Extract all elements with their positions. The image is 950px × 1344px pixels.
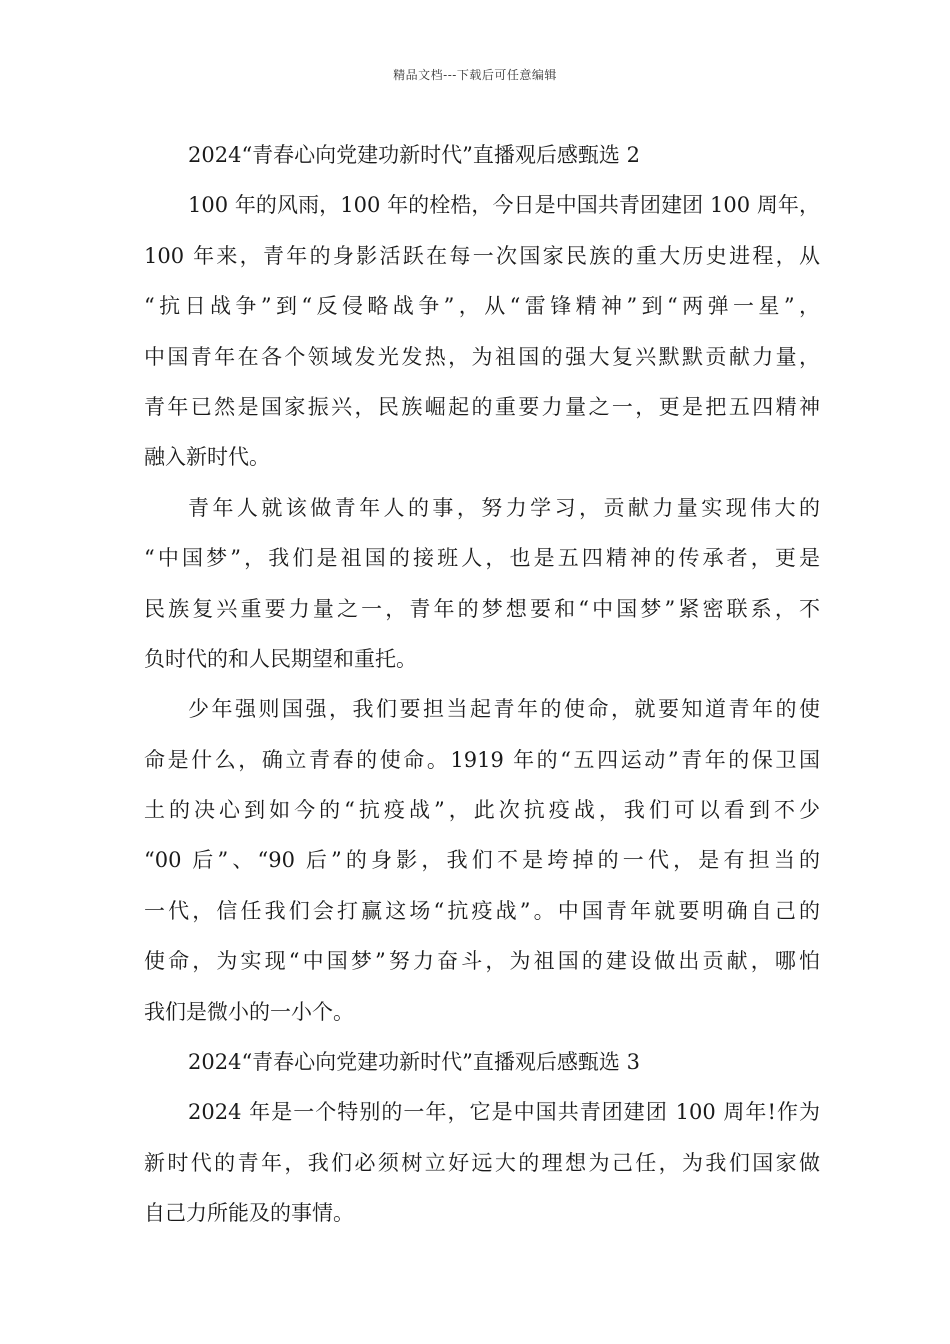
paragraph-line: 融入新时代。	[144, 445, 270, 470]
paragraph-line: 我们是微小的一小个。	[144, 999, 354, 1024]
page-header: 精品文档---下载后可任意编辑	[393, 68, 557, 82]
paragraph-line: 使命，为实现“中国梦”努力奋斗，为祖国的建设做出贡献，哪怕	[144, 949, 820, 974]
paragraph-line: 少年强则国强，我们要担当起青年的使命，就要知道青年的使	[188, 697, 820, 722]
paragraph-line: “抗日战争”到“反侵略战争”，从“雷锋精神”到“两弹一星”，	[144, 294, 820, 319]
paragraph-line: 新时代的青年，我们必须树立好远大的理想为己任，为我们国家做	[144, 1150, 820, 1175]
paragraph-line: “中国梦”，我们是祖国的接班人，也是五四精神的传承者，更是	[144, 546, 820, 571]
paragraph-line: 2024 年是一个特别的一年，它是中国共青团建团 100 周年!作为	[188, 1100, 820, 1125]
section-heading	[144, 1037, 820, 1087]
document-body	[144, 130, 820, 1239]
paragraph	[144, 483, 820, 685]
paragraph-line: 青年已然是国家振兴，民族崛起的重要力量之一，更是把五四精神	[144, 394, 820, 419]
paragraph-line: 青年人就该做青年人的事，努力学习，贡献力量实现伟大的	[188, 495, 820, 520]
paragraph	[144, 1087, 820, 1238]
paragraph-line: 土的决心到如今的“抗疫战”，此次抗疫战，我们可以看到不少	[144, 798, 820, 823]
paragraph-line: “00 后”、“90 后”的身影，我们不是垮掉的一代，是有担当的	[144, 848, 820, 873]
paragraph-line: 一代，信任我们会打赢这场“抗疫战”。中国青年就要明确自己的	[144, 898, 820, 923]
section-heading	[144, 130, 820, 180]
paragraph-line: 中国青年在各个领域发光发热，为祖国的强大复兴默默贡献力量，	[144, 344, 820, 369]
paragraph	[144, 684, 820, 1037]
paragraph	[144, 180, 820, 482]
paragraph-line: 民族复兴重要力量之一，青年的梦想要和“中国梦”紧密联系，不	[144, 596, 820, 621]
heading-line: 2024“青春心向党建功新时代”直播观后感甄选 3	[188, 1050, 640, 1075]
paragraph-line: 自己力所能及的事情。	[144, 1201, 354, 1226]
paragraph-line: 100 年的风雨，100 年的栓梏，今日是中国共青团建团 100 周年，	[188, 193, 820, 218]
paragraph-line: 负时代的和人民期望和重托。	[144, 646, 417, 671]
paragraph-line: 100 年来，青年的身影活跃在每一次国家民族的重大历史进程，从	[144, 243, 820, 268]
paragraph-line: 命是什么，确立青春的使命。1919 年的“五四运动”青年的保卫国	[144, 747, 820, 772]
heading-line: 2024“青春心向党建功新时代”直播观后感甄选 2	[188, 143, 640, 167]
